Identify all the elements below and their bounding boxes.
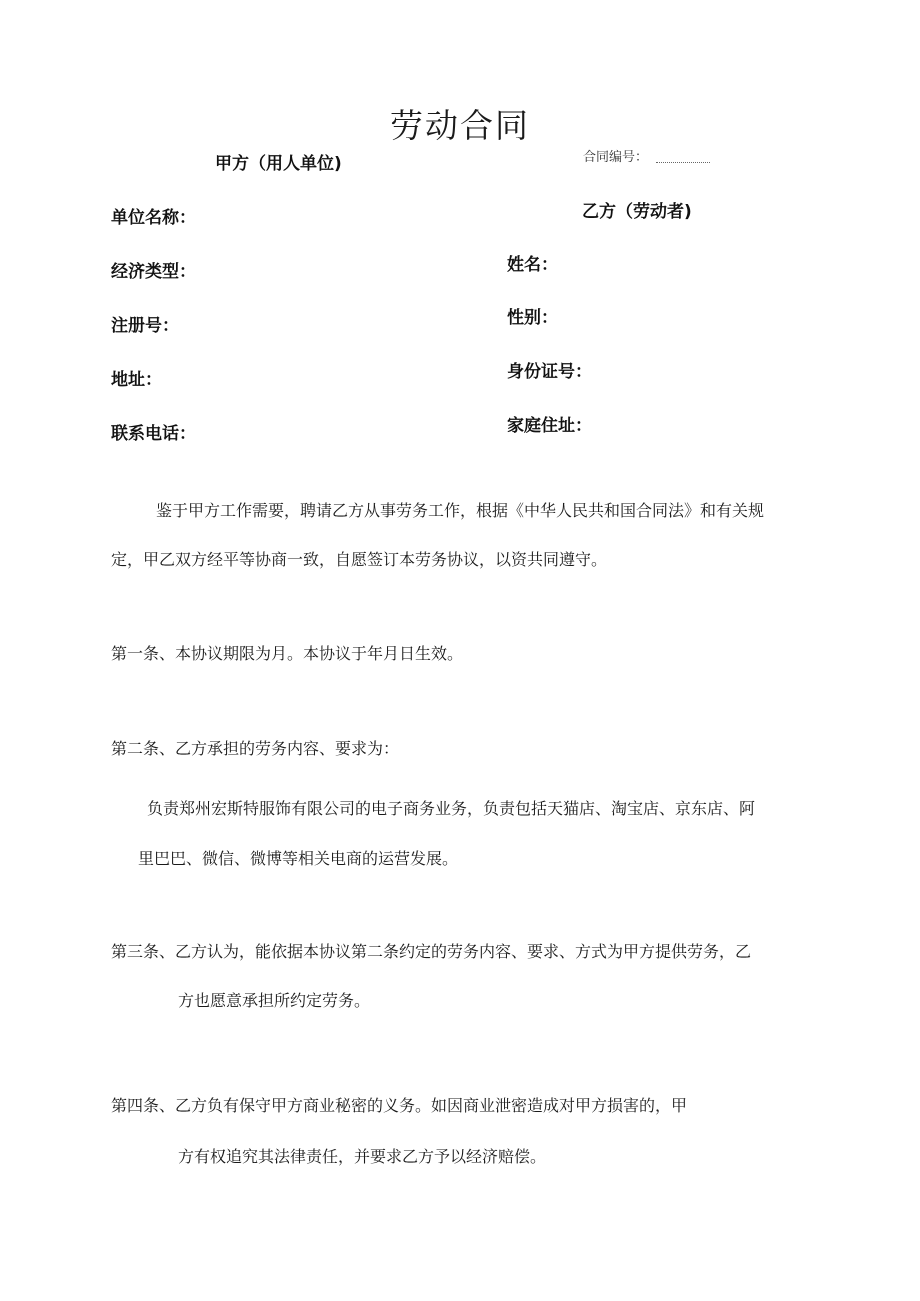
contract-number-label: 合同编号：: [583, 150, 649, 165]
article-3-line-2: 方也愿意承担所约定劳务。: [178, 991, 371, 1010]
article-1: 第一条、本协议期限为月。本协议于年月日生效。: [111, 644, 464, 663]
party-b-field-name: 姓名：: [507, 255, 558, 275]
party-b-heading: 乙方（劳动者): [582, 202, 692, 222]
party-b-field-gender: 性别：: [507, 308, 558, 328]
document-title: 劳动合同: [390, 106, 530, 145]
party-a-field-address: 地址：: [111, 370, 162, 390]
article-2: 第二条、乙方承担的劳务内容、要求为：: [111, 739, 400, 758]
article-3-line-1: 第三条、乙方认为，能依据本协议第二条约定的劳务内容、要求、方式为甲方提供劳务，乙: [111, 942, 752, 961]
party-a-field-economic-type: 经济类型：: [111, 262, 196, 282]
party-b-field-id-number: 身份证号：: [507, 362, 592, 382]
article-2-detail-line-2: 里巴巴、微信、微博等相关电商的运营发展。: [138, 849, 459, 868]
party-b-field-home-address: 家庭住址：: [507, 416, 592, 436]
party-a-heading: 甲方（用人单位): [215, 154, 342, 174]
party-a-field-name: 单位名称：: [111, 208, 196, 228]
article-4-line-1: 第四条、乙方负有保守甲方商业秘密的义务。如因商业泄密造成对甲方损害的，甲: [111, 1096, 688, 1115]
party-a-field-registration-no: 注册号：: [111, 316, 179, 336]
contract-number-blank: [656, 161, 710, 163]
article-2-detail-line-1: 负责郑州宏斯特服饰有限公司的电子商务业务，负责包括天猫店、淘宝店、京东店、阿: [147, 799, 756, 818]
article-4-line-2: 方有权追究其法律责任，并要求乙方予以经济赔偿。: [178, 1147, 547, 1166]
party-a-field-phone: 联系电话：: [111, 424, 196, 444]
contract-number: [583, 146, 710, 165]
preamble-line-2: 定，甲乙双方经平等协商一致，自愿签订本劳务协议，以资共同遵守。: [111, 550, 608, 569]
preamble-line-1: 鉴于甲方工作需要，聘请乙方从事劳务工作，根据《中华人民共和国合同法》和有关规: [156, 501, 765, 520]
